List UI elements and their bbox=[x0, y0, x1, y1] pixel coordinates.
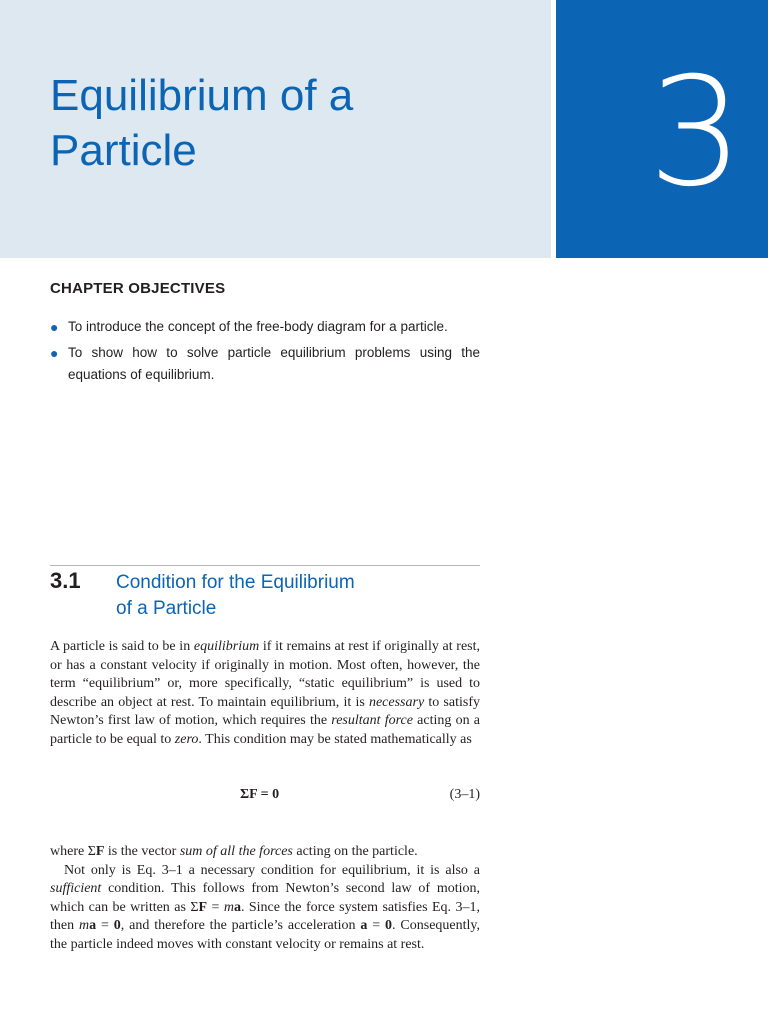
section-title-line1: Condition for the Equilibrium bbox=[116, 572, 355, 593]
chapter-number-block bbox=[556, 0, 768, 258]
chapter-title-line1: Equilibrium of a bbox=[50, 71, 354, 120]
objective-text: To show how to solve particle equilibrium problems using the equations of equilibrium. bbox=[68, 345, 480, 382]
where-sentence: where ΣF is the vector sum of all the forces acting on the particle. bbox=[50, 844, 418, 859]
section-title bbox=[116, 570, 456, 622]
sufficient-sentence: Not only is Eq. 3–1 a necessary condition for equilibrium, it is also a sufficient condition. This follows from Newton’s second law of motion, which can be written as ΣF = ma. Since the force system satisfies Eq. 3–1, then ma = 0, and therefore the particle’s acceleration a = 0. Consequently, the particle indeed moves with constant velocity or remains at rest. bbox=[50, 862, 480, 952]
section-title-line2: of a Particle bbox=[116, 598, 217, 619]
section-divider bbox=[50, 565, 480, 566]
objective-text: To introduce the concept of the free-body diagram for a particle. bbox=[68, 319, 448, 334]
objectives-list bbox=[50, 316, 480, 390]
chapter-title-line2: Particle bbox=[50, 126, 197, 175]
equation-3-1: ΣF = 0 bbox=[240, 787, 280, 802]
bullet-icon: ● bbox=[50, 345, 59, 361]
objective-item bbox=[50, 316, 480, 338]
paragraph-equilibrium-definition: A particle is said to be in equilibrium if it remains at rest if originally at rest, or has a constant velocity if originally in motion. Most often, however, the term “equilibrium” or, more specifically, “static equilibrium” is used to describe an object at rest. To maintain equilibrium, it is necessary to satisfy Newton’s first law of motion, which requires the resultant force acting on a particle to be equal to zero. This condition may be stated mathematically as bbox=[50, 639, 481, 747]
objectives-heading: CHAPTER OBJECTIVES bbox=[50, 280, 226, 297]
chapter-number: 3 bbox=[648, 46, 740, 220]
objective-item bbox=[50, 342, 480, 386]
equation-number: (3–1) bbox=[449, 787, 480, 802]
section-number: 3.1 bbox=[50, 568, 81, 593]
paragraph-sufficient-condition bbox=[50, 843, 480, 954]
bullet-icon: ● bbox=[50, 319, 59, 335]
chapter-title bbox=[50, 68, 520, 178]
